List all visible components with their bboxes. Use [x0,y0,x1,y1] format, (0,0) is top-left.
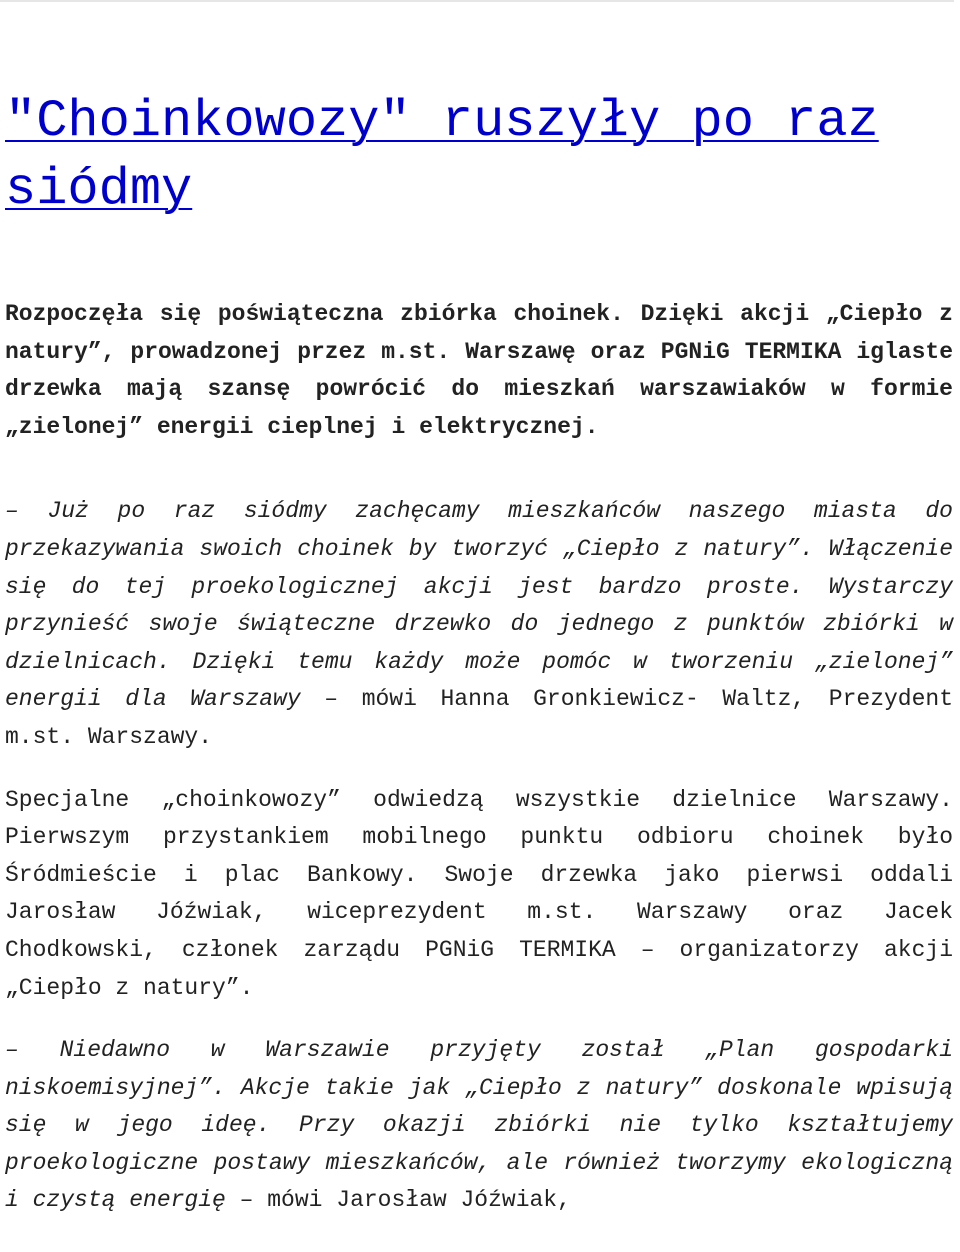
quote-paragraph-2 [5,1032,953,1220]
article-title-link[interactable]: "Choinkowozy" ruszyły po raz siódmy [5,92,879,219]
quote-2-text: – Niedawno w Warszawie przyjęty został „Plan gospodarki niskoemisyjnej”. Akcje takie jak „Ciepło z natury” doskonale wpisują się w jego ideę. Przy okazji zbiórki nie tylko kształtujemy proekologiczne postawy mieszkańców, ale również tworzymy ekologiczną i czystą energię [5,1037,953,1214]
body-paragraph-3: Specjalne „choinkowozy” odwiedzą wszystkie dzielnice Warszawy. Pierwszym przystankiem mobilnego punktu odbioru choinek było Śródmieście i plac Bankowy. Swoje drzewka jako pierwsi oddali Jarosław Jóźwiak, wiceprezydent m.st. Warszawy oraz Jacek Chodkowski, członek zarządu PGNiG TERMIKA – organizatorzy akcji „Ciepło z natury”. [5,786,953,1001]
quote-1-attribution: – mówi Hanna Gronkiewicz- Waltz, Prezydent m.st. Warszawy. [5,686,954,750]
quote-1-text: – Już po raz siódmy zachęcamy mieszkańców naszego miasta do przekazywania swoich choinek by tworzyć „Ciepło z natury”. Włączenie się do tej proekologicznej akcji jest bardzo proste. Wystarczy przynieść swoje świąteczne drzewko do jednego z punktów zbiórki w dzielnicach. Dzięki temu każdy może pomóc w tworzeniu „zielonej” energii dla Warszawy [5,498,953,713]
quote-paragraph-1 [5,493,953,756]
quote-2-attribution: – mówi Jarosław Jóźwiak, [225,1187,571,1214]
top-divider [0,0,954,2]
article [5,88,953,1220]
lead-paragraph: Rozpoczęła się poświąteczna zbiórka choinek. Dzięki akcji „Ciepło z natury”, prowadzonej przez m.st. Warszawę oraz PGNiG TERMIKA iglaste drzewka mają szansę powrócić do mieszkań warszawiaków w formie „zielonej” energii cieplnej i elektrycznej. [5,301,953,440]
